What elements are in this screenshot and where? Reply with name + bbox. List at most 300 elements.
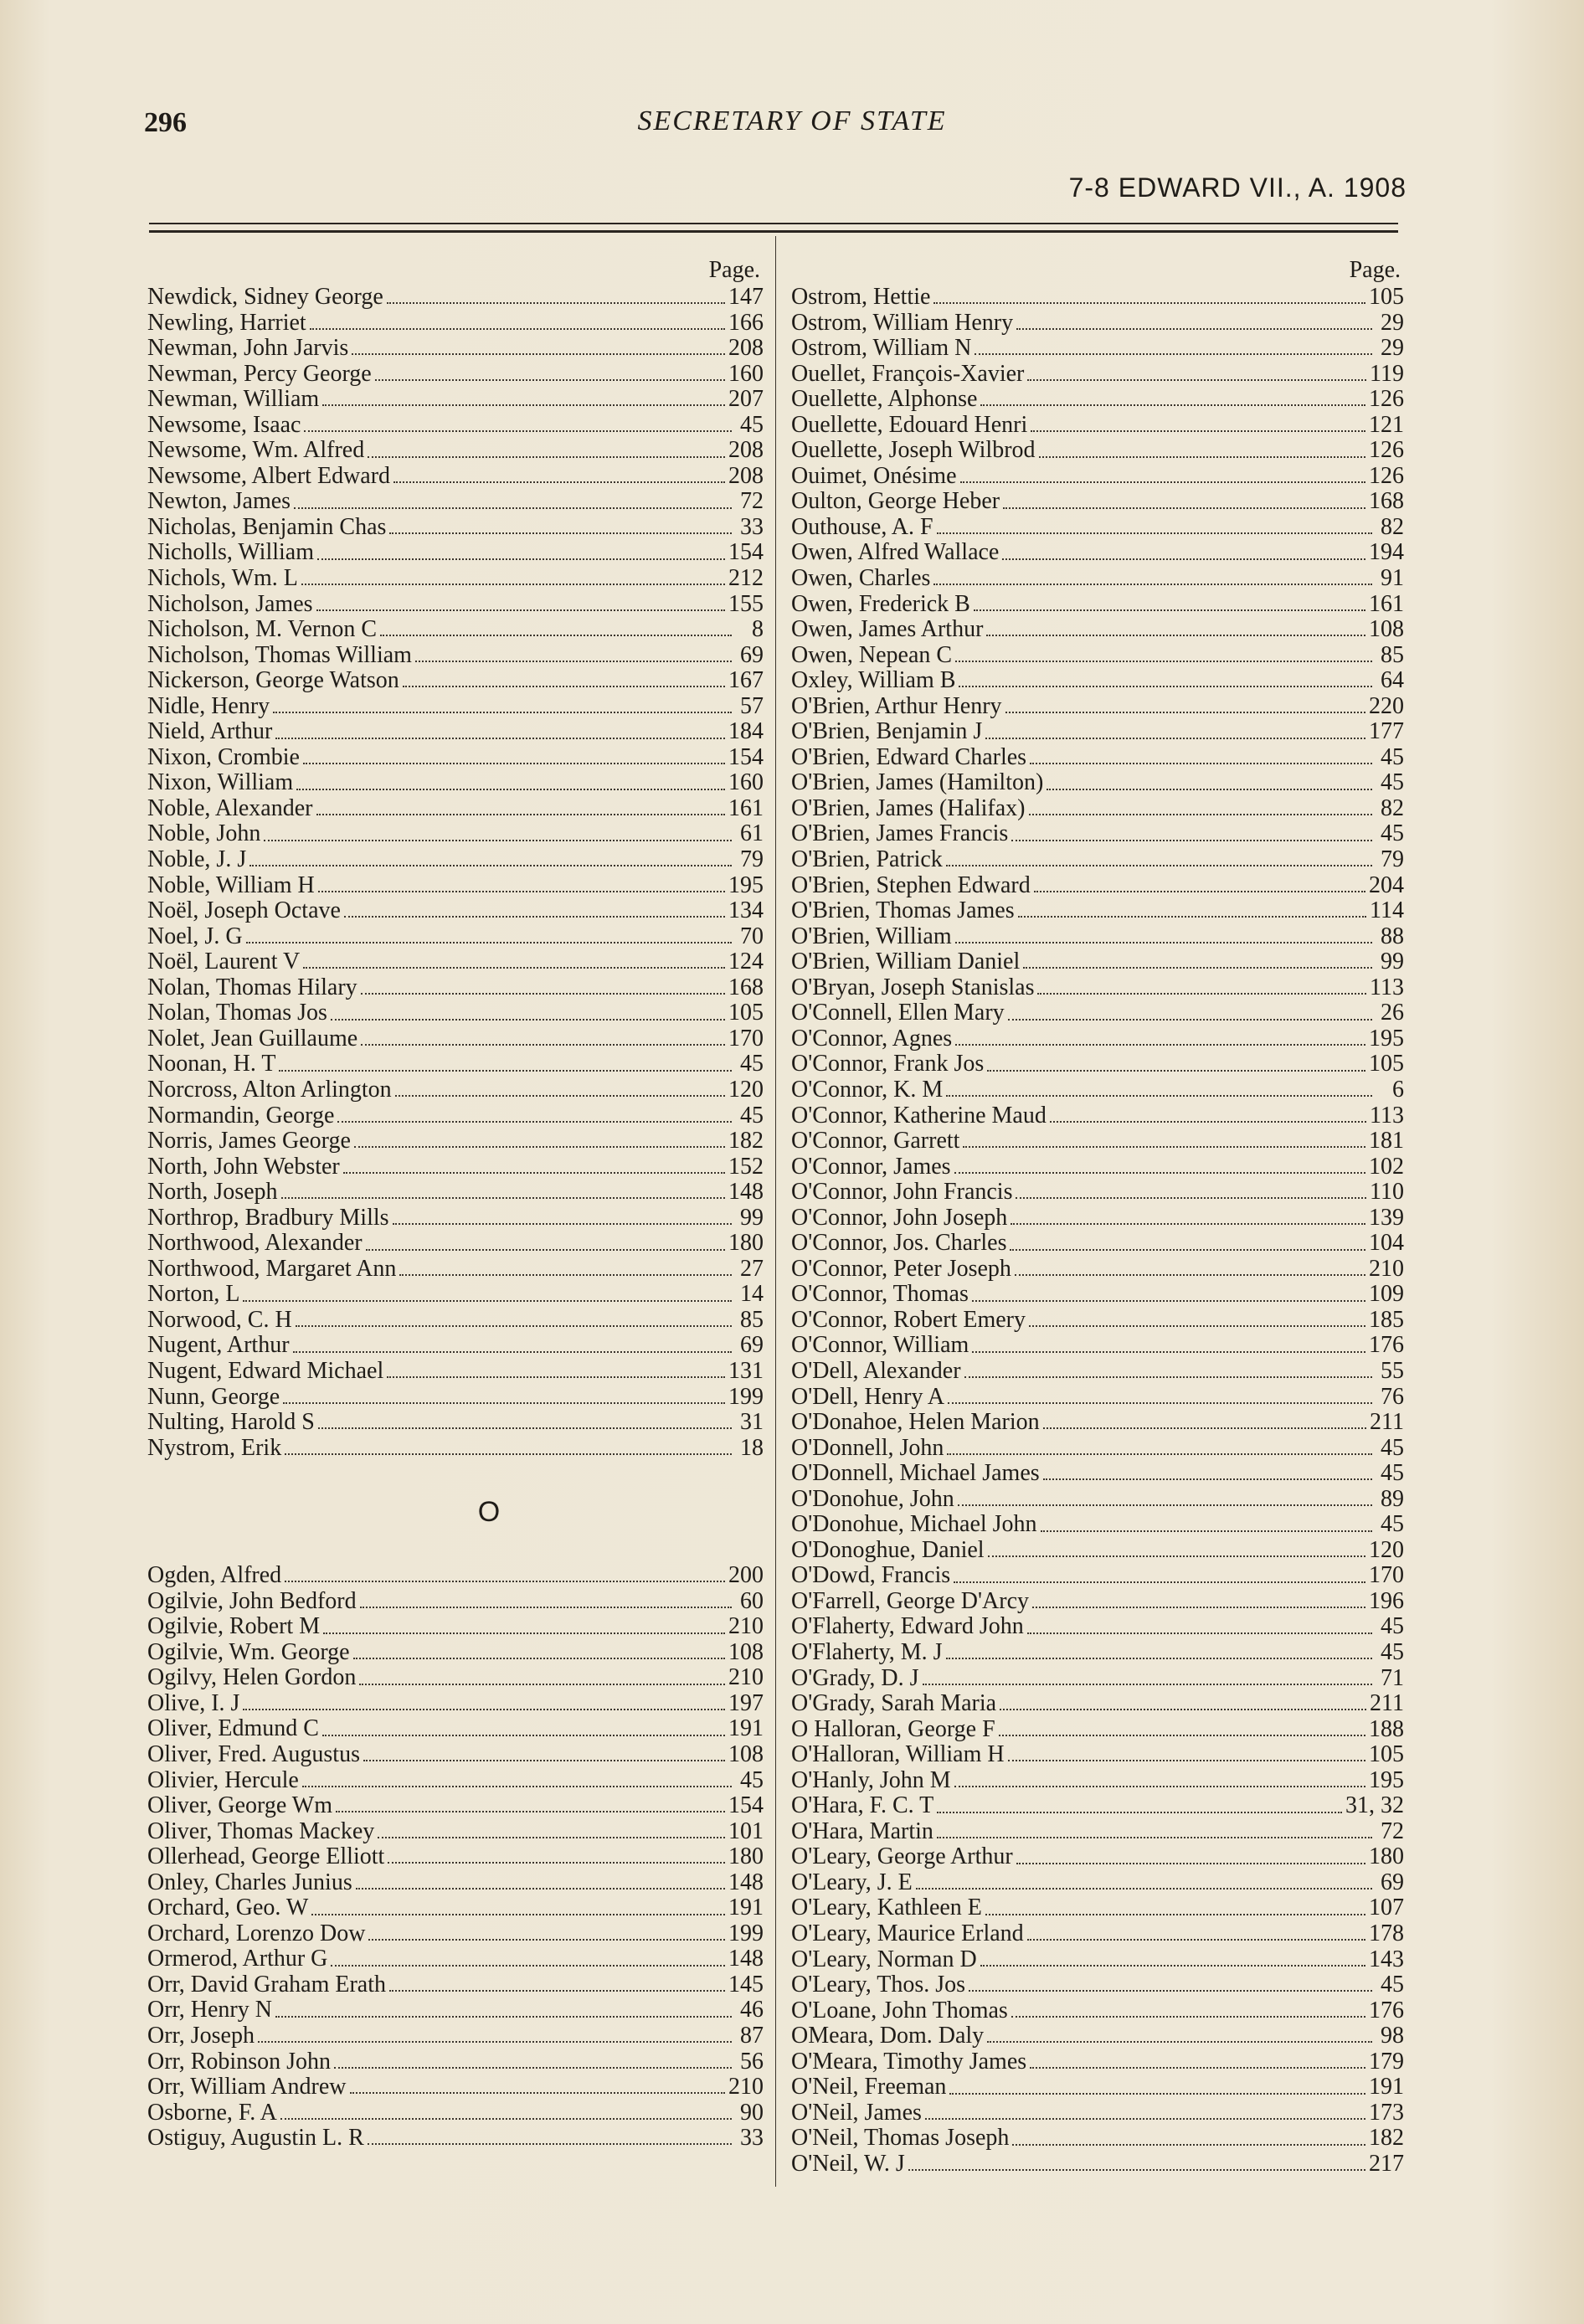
leader-dots bbox=[281, 1197, 725, 1199]
entry-page: 121 bbox=[1369, 412, 1404, 438]
leader-dots bbox=[368, 2143, 732, 2145]
entry-page: 109 bbox=[1369, 1282, 1404, 1308]
entry-name: Ouellette, Alphonse bbox=[791, 387, 978, 413]
entry-page: 148 bbox=[728, 1946, 764, 1972]
index-entry bbox=[791, 362, 1404, 388]
entry-page: 99 bbox=[1381, 949, 1404, 975]
leader-dots bbox=[354, 1146, 725, 1148]
index-entry bbox=[147, 1716, 764, 1742]
page-column-label: Page. bbox=[1349, 257, 1401, 283]
leader-dots bbox=[393, 1223, 732, 1225]
entry-page: 154 bbox=[728, 744, 764, 770]
leader-dots bbox=[972, 1351, 1365, 1353]
entry-name: Noël, Laurent V bbox=[147, 949, 301, 975]
index-entry bbox=[791, 1589, 1404, 1615]
index-entry bbox=[147, 1103, 764, 1129]
leader-dots bbox=[273, 712, 732, 713]
index-entry bbox=[791, 1691, 1404, 1717]
entry-page: 45 bbox=[1381, 770, 1404, 796]
leader-dots bbox=[1027, 379, 1366, 381]
index-entry bbox=[147, 464, 764, 490]
entry-page: 180 bbox=[728, 1844, 764, 1870]
entry-name: Newling, Harriet bbox=[147, 310, 306, 336]
leader-dots bbox=[1030, 2067, 1365, 2069]
entry-page: 79 bbox=[1381, 847, 1404, 873]
entry-name: Nugent, Edward Michael bbox=[147, 1358, 384, 1384]
entry-name: Norwood, C. H bbox=[147, 1307, 292, 1333]
entry-page: 211 bbox=[1370, 1691, 1404, 1717]
index-entry bbox=[147, 1051, 764, 1077]
entry-page: 120 bbox=[728, 1077, 764, 1103]
index-entry bbox=[147, 2100, 764, 2126]
leader-dots bbox=[359, 1684, 725, 1685]
index-entry bbox=[791, 387, 1404, 413]
index-entry bbox=[791, 1666, 1404, 1692]
leader-dots bbox=[360, 1607, 732, 1608]
entry-name: O'Leary, Kathleen E bbox=[791, 1895, 982, 1921]
index-entry bbox=[791, 1487, 1404, 1513]
leader-dots bbox=[301, 584, 725, 585]
entry-name: O'Neil, W. J bbox=[791, 2151, 905, 2177]
leader-dots bbox=[316, 814, 726, 815]
index-entry bbox=[791, 438, 1404, 464]
entry-name: Nicholson, M. Vernon C bbox=[147, 617, 378, 643]
leader-dots bbox=[1016, 1863, 1365, 1864]
index-entry bbox=[791, 1614, 1404, 1640]
entry-name: Newman, Percy George bbox=[147, 361, 372, 387]
entry-name: O'Brien, Benjamin J bbox=[791, 719, 983, 745]
leader-dots bbox=[1016, 328, 1372, 330]
leader-dots bbox=[378, 1837, 725, 1838]
leader-dots bbox=[1043, 1478, 1372, 1480]
entry-page: 207 bbox=[728, 387, 764, 413]
index-entry bbox=[791, 1717, 1404, 1743]
leader-dots bbox=[1031, 430, 1365, 432]
entry-page: 56 bbox=[740, 2049, 764, 2075]
entry-name: Newman, John Jarvis bbox=[147, 336, 349, 362]
leader-dots bbox=[389, 532, 732, 534]
leader-dots bbox=[296, 789, 725, 790]
entry-name: O'Flaherty, M. J bbox=[791, 1639, 943, 1665]
index-entry bbox=[147, 1793, 764, 1819]
entry-name: Orchard, Geo. W bbox=[147, 1895, 309, 1921]
leader-dots bbox=[293, 1351, 732, 1353]
index-entry bbox=[147, 489, 764, 515]
index-entry bbox=[147, 1665, 764, 1691]
entry-page: 82 bbox=[1381, 795, 1404, 821]
entry-page: 89 bbox=[1381, 1486, 1404, 1512]
index-entry bbox=[147, 1077, 764, 1103]
leader-dots bbox=[322, 404, 725, 406]
index-entry bbox=[791, 1077, 1404, 1103]
entry-page: 114 bbox=[1370, 898, 1404, 924]
leader-dots bbox=[243, 1300, 732, 1302]
entry-name: Noble, John bbox=[147, 821, 261, 847]
index-entry bbox=[147, 1180, 764, 1206]
entry-page: 220 bbox=[1369, 693, 1404, 719]
entry-name: O'Leary, Maurice Erland bbox=[791, 1921, 1024, 1946]
entry-name: Osborne, F. A bbox=[147, 2100, 277, 2126]
index-entry bbox=[147, 1563, 764, 1589]
index-entry bbox=[791, 311, 1404, 337]
leader-dots bbox=[285, 1453, 732, 1455]
entry-name: Ogilvie, John Bedford bbox=[147, 1588, 357, 1614]
leader-dots bbox=[916, 1888, 1372, 1890]
leader-dots bbox=[350, 2092, 725, 2094]
entry-name: Newsome, Albert Edward bbox=[147, 463, 391, 489]
entry-page: 191 bbox=[728, 1716, 764, 1742]
entry-page: 99 bbox=[740, 1205, 764, 1231]
entry-name: O'Connor, Robert Emery bbox=[791, 1307, 1026, 1333]
entry-page: 154 bbox=[728, 1793, 764, 1819]
entry-name: O'Hara, Martin bbox=[791, 1818, 933, 1844]
entry-page: 105 bbox=[1369, 1051, 1404, 1077]
entry-page: 108 bbox=[728, 1639, 764, 1665]
leader-dots bbox=[1047, 789, 1372, 790]
leader-dots bbox=[363, 1760, 725, 1761]
leader-dots bbox=[1032, 1607, 1365, 1608]
entry-page: 45 bbox=[1381, 744, 1404, 770]
index-list-o bbox=[147, 1563, 764, 2152]
index-entry bbox=[147, 796, 764, 822]
leader-dots bbox=[1037, 993, 1366, 995]
entry-name: O'Connor, John Francis bbox=[791, 1180, 1013, 1206]
entry-page: 72 bbox=[740, 489, 764, 515]
entry-name: O'Dell, Henry A bbox=[791, 1384, 945, 1410]
entry-name: O'Donnell, John bbox=[791, 1435, 944, 1461]
leader-dots bbox=[1011, 840, 1372, 841]
entry-name: O'Neil, James bbox=[791, 2100, 922, 2126]
leader-dots bbox=[322, 1735, 725, 1736]
index-entry bbox=[791, 719, 1404, 745]
leader-dots bbox=[954, 1581, 1365, 1583]
leader-dots bbox=[388, 1862, 725, 1864]
leader-dots bbox=[353, 1658, 725, 1659]
entry-page: 33 bbox=[740, 2126, 764, 2152]
entry-name: O'Brien, Edward Charles bbox=[791, 744, 1027, 770]
leader-dots bbox=[264, 840, 732, 841]
index-entry bbox=[147, 1895, 764, 1921]
index-entry bbox=[147, 1231, 764, 1257]
entry-page: 211 bbox=[1370, 1410, 1404, 1436]
entry-page: 199 bbox=[728, 1384, 764, 1410]
entry-name: Norcross, Alton Arlington bbox=[147, 1077, 392, 1103]
entry-page: 46 bbox=[740, 1998, 764, 2023]
leader-dots bbox=[947, 1453, 1372, 1455]
leader-dots bbox=[318, 891, 725, 892]
entry-page: 191 bbox=[728, 1895, 764, 1921]
leader-dots bbox=[1041, 1530, 1372, 1532]
leader-dots bbox=[1010, 1249, 1365, 1251]
entry-page: 188 bbox=[1369, 1716, 1404, 1742]
index-entry bbox=[147, 1921, 764, 1947]
index-column-left bbox=[147, 256, 764, 2152]
entry-name: O'Brien, Patrick bbox=[791, 847, 943, 873]
entry-page: 208 bbox=[728, 336, 764, 362]
entry-page: 173 bbox=[1369, 2100, 1404, 2126]
leader-dots bbox=[275, 738, 725, 739]
entry-name: O'Donnell, Michael James bbox=[791, 1461, 1040, 1487]
entry-page: 102 bbox=[1369, 1154, 1404, 1180]
entry-page: 45 bbox=[1381, 1435, 1404, 1461]
entry-page: 161 bbox=[1369, 591, 1404, 617]
entry-page: 185 bbox=[1369, 1307, 1404, 1333]
leader-dots bbox=[1027, 1939, 1365, 1941]
index-entry bbox=[791, 1103, 1404, 1129]
entry-name: O'Connor, James bbox=[791, 1154, 951, 1180]
leader-dots bbox=[972, 1300, 1365, 1302]
entry-name: O'Connor, Thomas bbox=[791, 1282, 969, 1308]
entry-page: 208 bbox=[728, 438, 764, 464]
entry-page: 105 bbox=[1369, 1742, 1404, 1768]
entry-page: 45 bbox=[1381, 1639, 1404, 1665]
leader-dots bbox=[317, 558, 725, 560]
entry-name: O'Brien, James Francis bbox=[791, 821, 1009, 847]
entry-name: OMeara, Dom. Daly bbox=[791, 2023, 985, 2049]
leader-dots bbox=[366, 1249, 725, 1251]
leader-dots bbox=[280, 2118, 732, 2120]
entry-page: 45 bbox=[1381, 1614, 1404, 1640]
entry-page: 72 bbox=[1381, 1818, 1404, 1844]
entry-name: Nugent, Arthur bbox=[147, 1333, 290, 1359]
index-entry bbox=[147, 694, 764, 720]
entry-page: 29 bbox=[1381, 336, 1404, 362]
entry-name: O'Donohue, John bbox=[791, 1486, 954, 1512]
leader-dots bbox=[975, 353, 1372, 355]
entry-page: 87 bbox=[740, 2023, 764, 2049]
entry-page: 45 bbox=[1381, 1972, 1404, 1998]
index-entry bbox=[791, 540, 1404, 566]
entry-name: Ormerod, Arthur G bbox=[147, 1946, 328, 1972]
entry-page: 204 bbox=[1369, 872, 1404, 898]
leader-dots bbox=[393, 481, 725, 483]
entry-page: 71 bbox=[1381, 1665, 1404, 1691]
index-entry bbox=[147, 1129, 764, 1154]
entry-page: 26 bbox=[1381, 1000, 1404, 1026]
index-entry bbox=[147, 566, 764, 592]
entry-name: Noble, Alexander bbox=[147, 795, 313, 821]
entry-name: O'Brien, Stephen Edward bbox=[791, 872, 1031, 898]
entry-page: 182 bbox=[1369, 2126, 1404, 2152]
entry-name: Nidle, Henry bbox=[147, 693, 270, 719]
column-divider bbox=[775, 236, 776, 2187]
entry-page: 191 bbox=[1369, 2075, 1404, 2100]
index-entry bbox=[791, 1000, 1404, 1026]
session-label: 7-8 EDWARD VII., A. 1908 bbox=[1068, 172, 1407, 203]
entry-page: 108 bbox=[1369, 617, 1404, 643]
index-entry bbox=[147, 1206, 764, 1231]
index-entry bbox=[147, 1972, 764, 1998]
index-entry bbox=[791, 592, 1404, 618]
entry-page: 177 bbox=[1369, 719, 1404, 745]
entry-page: 208 bbox=[728, 463, 764, 489]
index-entry bbox=[791, 1844, 1404, 1870]
entry-name: Nolan, Thomas Hilary bbox=[147, 974, 357, 1000]
entry-name: Noel, J. G bbox=[147, 923, 243, 949]
leader-dots bbox=[246, 942, 732, 943]
leader-dots bbox=[336, 1811, 725, 1812]
page-column-label: Page. bbox=[708, 257, 760, 283]
leader-dots bbox=[969, 1990, 1372, 1992]
entry-page: 199 bbox=[728, 1920, 764, 1946]
index-entry bbox=[147, 387, 764, 413]
entry-name: O'Dell, Alexander bbox=[791, 1358, 961, 1384]
entry-name: Orr, William Andrew bbox=[147, 2075, 347, 2100]
entry-page: 113 bbox=[1370, 974, 1404, 1000]
entry-page: 147 bbox=[728, 285, 764, 310]
index-entry bbox=[147, 2049, 764, 2075]
entry-name: Nichols, Wm. L bbox=[147, 566, 298, 592]
index-entry bbox=[147, 668, 764, 694]
leader-dots bbox=[249, 865, 732, 866]
entry-page: 124 bbox=[728, 949, 764, 975]
index-entry bbox=[791, 1461, 1404, 1487]
index-entry bbox=[147, 1000, 764, 1026]
index-entry bbox=[147, 1333, 764, 1359]
entry-page: 167 bbox=[728, 668, 764, 694]
entry-name: O'Brien, James (Halifax) bbox=[791, 795, 1026, 821]
entry-name: Oulton, George Heber bbox=[791, 489, 1000, 515]
leader-dots bbox=[937, 532, 1372, 534]
leader-dots bbox=[1016, 1197, 1366, 1199]
leader-dots bbox=[275, 2016, 732, 2018]
entry-name: Owen, James Arthur bbox=[791, 617, 984, 643]
leader-dots bbox=[999, 1735, 1365, 1736]
entry-page: 155 bbox=[728, 591, 764, 617]
leader-dots bbox=[1002, 558, 1365, 560]
entry-page: 168 bbox=[728, 974, 764, 1000]
index-entry bbox=[791, 1563, 1404, 1589]
leader-dots bbox=[985, 1914, 1365, 1915]
entry-page: 196 bbox=[1369, 1588, 1404, 1614]
index-entry bbox=[791, 1640, 1404, 1666]
index-list-n bbox=[147, 285, 764, 1461]
entry-page: 212 bbox=[728, 566, 764, 592]
entry-page: 79 bbox=[740, 847, 764, 873]
leader-dots bbox=[380, 635, 732, 636]
leader-dots bbox=[980, 404, 1365, 406]
leader-dots bbox=[344, 916, 725, 918]
index-entry bbox=[791, 1436, 1404, 1462]
entry-page: 64 bbox=[1381, 668, 1404, 694]
leader-dots bbox=[933, 584, 1372, 585]
leader-dots bbox=[937, 1837, 1372, 1838]
entry-name: O'Donohue, Michael John bbox=[791, 1512, 1037, 1538]
index-entry bbox=[791, 1257, 1404, 1283]
index-entry bbox=[791, 1385, 1404, 1411]
entry-name: Noble, William H bbox=[147, 872, 315, 898]
entry-page: 31, 32 bbox=[1345, 1793, 1404, 1819]
entry-name: Ostiguy, Augustin L. R bbox=[147, 2126, 364, 2152]
entry-name: O'Halloran, William H bbox=[791, 1742, 1005, 1768]
leader-dots bbox=[283, 1402, 725, 1404]
entry-page: 45 bbox=[1381, 1512, 1404, 1538]
entry-name: Nixon, Crombie bbox=[147, 744, 300, 770]
entry-name: Olivier, Hercule bbox=[147, 1767, 299, 1793]
entry-name: O Halloran, George F bbox=[791, 1716, 995, 1742]
entry-name: Oliver, Thomas Mackey bbox=[147, 1818, 375, 1844]
entry-name: O'Brien, William bbox=[791, 923, 952, 949]
index-entry bbox=[791, 1231, 1404, 1257]
entry-page: 85 bbox=[1381, 642, 1404, 668]
leader-dots bbox=[311, 1914, 725, 1915]
index-entry bbox=[147, 1870, 764, 1896]
entry-name: Nield, Arthur bbox=[147, 719, 273, 745]
index-entry bbox=[791, 1921, 1404, 1947]
entry-name: Northwood, Alexander bbox=[147, 1231, 363, 1257]
entry-name: Norris, James George bbox=[147, 1129, 351, 1154]
index-entry bbox=[791, 1538, 1404, 1564]
entry-page: 45 bbox=[1381, 1461, 1404, 1487]
entry-name: Ostrom, Hettie bbox=[791, 285, 931, 310]
entry-page: 126 bbox=[1369, 387, 1404, 413]
index-entry bbox=[791, 336, 1404, 362]
entry-name: O'Hanly, John M bbox=[791, 1767, 951, 1793]
leader-dots bbox=[1029, 814, 1372, 815]
entry-name: Ogden, Alfred bbox=[147, 1563, 282, 1589]
entry-name: Orchard, Lorenzo Dow bbox=[147, 1920, 366, 1946]
entry-name: O'Flaherty, Edward John bbox=[791, 1614, 1024, 1640]
entry-name: Nystrom, Erik bbox=[147, 1435, 282, 1461]
index-entry bbox=[791, 745, 1404, 771]
leader-dots bbox=[303, 967, 725, 969]
entry-page: 69 bbox=[740, 1333, 764, 1359]
entry-name: O'Brien, William Daniel bbox=[791, 949, 1021, 975]
entry-page: 195 bbox=[728, 872, 764, 898]
entry-page: 14 bbox=[740, 1282, 764, 1308]
entry-name: North, John Webster bbox=[147, 1154, 340, 1180]
index-entry bbox=[791, 1895, 1404, 1921]
leader-dots bbox=[949, 2093, 1365, 2095]
entry-name: Owen, Frederick B bbox=[791, 591, 970, 617]
entry-name: Newton, James bbox=[147, 489, 291, 515]
index-entry bbox=[791, 1051, 1404, 1077]
leader-dots bbox=[980, 1965, 1365, 1967]
leader-dots bbox=[368, 1939, 725, 1941]
entry-name: Nickerson, George Watson bbox=[147, 668, 399, 694]
index-entry bbox=[147, 1768, 764, 1794]
index-entry bbox=[147, 1742, 764, 1768]
entry-name: Onley, Charles Junius bbox=[147, 1869, 352, 1895]
leader-dots bbox=[925, 2118, 1365, 2120]
entry-name: Nicholls, William bbox=[147, 540, 315, 566]
entry-name: O'Leary, George Arthur bbox=[791, 1844, 1013, 1870]
index-entry bbox=[147, 1436, 764, 1462]
entry-name: Noble, J. J bbox=[147, 847, 247, 873]
entry-name: Nixon, William bbox=[147, 770, 294, 796]
entry-name: O'Grady, D. J bbox=[791, 1665, 919, 1691]
entry-name: Nunn, George bbox=[147, 1384, 280, 1410]
entry-name: O'Loane, John Thomas bbox=[791, 1998, 1008, 2023]
entry-page: 98 bbox=[1381, 2023, 1404, 2049]
entry-page: 69 bbox=[1381, 1869, 1404, 1895]
index-entry bbox=[791, 1154, 1404, 1180]
leader-dots bbox=[955, 942, 1372, 943]
index-entry bbox=[791, 949, 1404, 975]
entry-name: O'Grady, Sarah Maria bbox=[791, 1691, 997, 1717]
index-entry bbox=[147, 2126, 764, 2152]
leader-dots bbox=[1011, 2016, 1365, 2018]
leader-dots bbox=[985, 738, 1365, 739]
leader-dots bbox=[395, 1095, 725, 1097]
leader-dots bbox=[1050, 1121, 1366, 1123]
index-entry bbox=[147, 924, 764, 950]
entry-page: 184 bbox=[728, 719, 764, 745]
entry-name: Oliver, Fred. Augustus bbox=[147, 1741, 360, 1767]
index-entry bbox=[791, 1972, 1404, 1998]
entry-name: Nolan, Thomas Jos bbox=[147, 1000, 327, 1026]
index-entry bbox=[147, 1385, 764, 1411]
